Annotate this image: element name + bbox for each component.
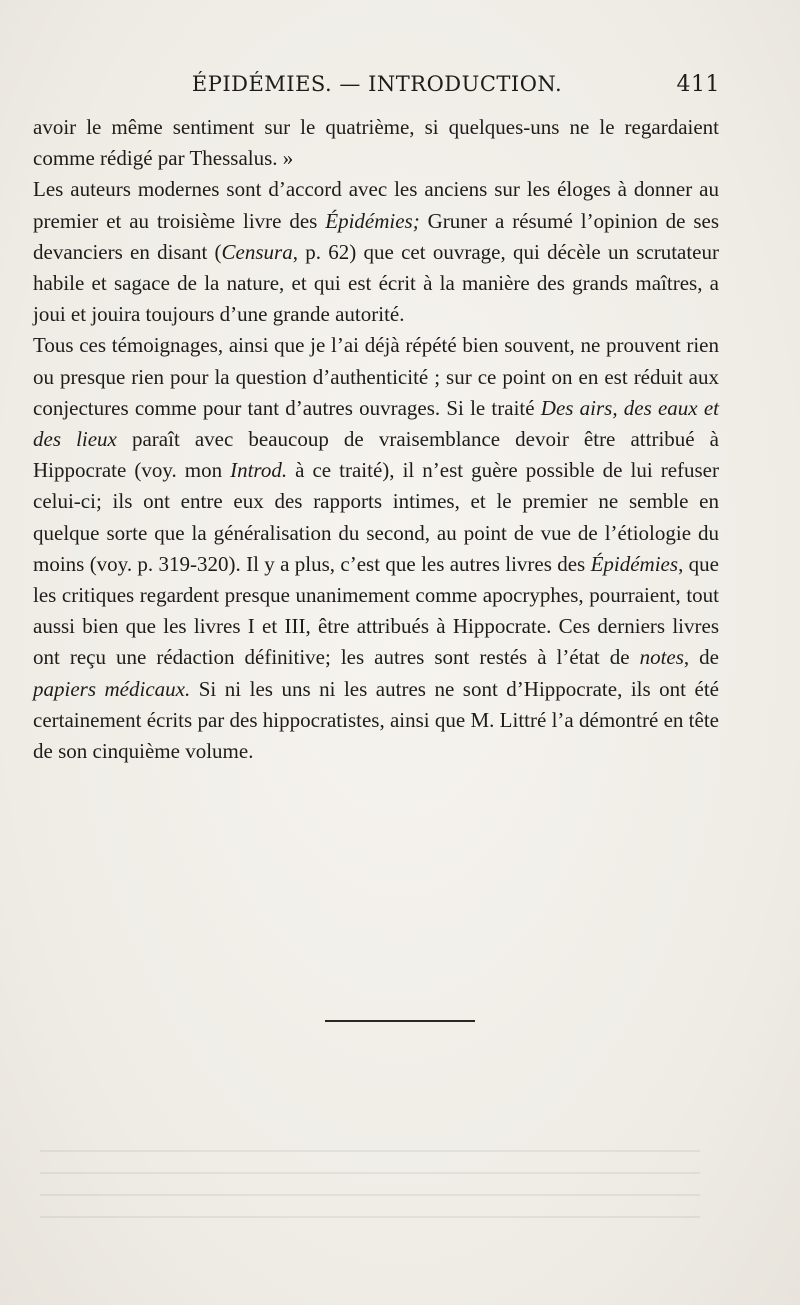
running-title: ÉPIDÉMIES. — INTRODUCTION. [191,72,563,96]
bleed-through-texture [40,1150,700,1230]
text-run: avoir le même sentiment sur le quatrième, si quelques-uns ne le regardaient comme rédigé par Thessalus. » [33,115,719,171]
text-run: à ce traité), il n’est guère possible de lui refuser celui-ci; ils ont entre eux des rapports intimes, et le premier ne semble en quelque sorte que la généralisation du second, au point de vue de l’étiologie du moins (voy. p. 319-320). Il y a plus, c’est que les autres livres des [33,458,719,576]
section-divider [325,1020,475,1022]
text-run: paraît avec beaucoup de vraisemblance devoir être attribué à Hippocrate (voy. mon [33,427,719,483]
body-text [33,112,719,767]
text-run: Tous ces témoignages, ainsi que je l’ai déjà répété bien souvent, ne prouvent rien ou presque rien pour la question d’authenticité ; sur ce point on en est réduit aux conjectures comme pour tant d’autres ouvrages. Si le traité [33,333,719,420]
italic-text: Épidémies [590,551,679,576]
text-run: , de [683,645,719,670]
page-number: 411 [676,72,720,97]
italic-text: Épidémies; [325,208,420,233]
paragraph [33,330,719,767]
text-run: Gruner a résumé l’opinion de ses devanciers en disant ( [33,208,719,264]
italic-text: Censura [221,239,293,264]
text-run: , p. 62) que cet ouvrage, qui décèle un scrutateur habile et sagace de la nature, et qui est écrit à la manière des grands maîtres, a joui et jouira toujours d’une grande autorité. [33,239,719,327]
italic-text: notes [639,645,684,670]
text-run: , que les critiques regardent presque unanimement comme apocryphes, pourraient, tout aussi bien que les livres I et III, être attribués à Hippocrate. Ces derniers livres ont reçu une rédaction définitive; les autres sont restés à l’état de [33,551,719,670]
italic-text: Introd. [230,458,288,483]
paragraph [33,112,719,174]
paragraph [33,174,719,330]
italic-text: Des airs, des eaux et des lieux [33,395,719,452]
text-run: Si ni les uns ni les autres ne sont d’Hippocrate, ils ont été certainement écrits par des hippocratistes, ainsi que M. Littré l’a démontré en tête de son cinquième volume. [33,676,720,764]
text-run: Les auteurs modernes sont d’accord avec les anciens sur les éloges à donner au premier et au troisième livre des [33,177,719,233]
running-header [34,72,720,102]
italic-text: papiers médicaux. [33,676,191,701]
